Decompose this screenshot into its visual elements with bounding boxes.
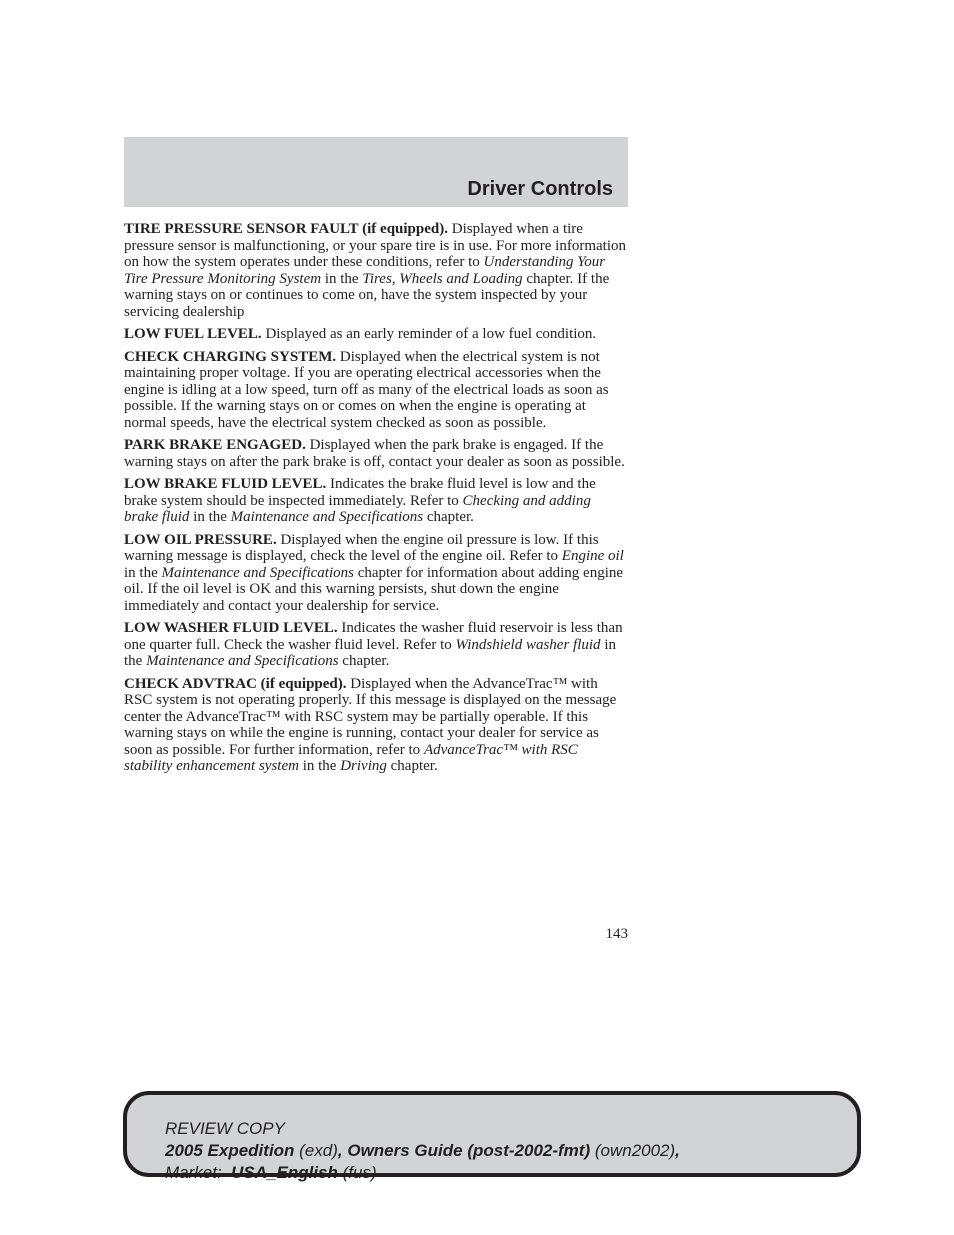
- paragraph-text: chapter.: [423, 509, 474, 525]
- paragraph-check-charging-system: [124, 349, 628, 432]
- paragraph-heading: LOW BRAKE FLUID LEVEL.: [124, 476, 327, 492]
- paragraph-heading: CHECK ADVTRAC (if equipped).: [124, 675, 347, 692]
- paragraph-text: Displayed when the AdvanceTrac™ with RSC system is not operating properly. If this message is displayed on the message center the AdvanceTrac™ with RSC system may be partially operable. If this warning stays on while the engine is running, contact your dealer for service as soon as possible. For further information, refer to: [124, 675, 617, 758]
- paragraph-heading: CHECK CHARGING SYSTEM.: [124, 348, 337, 365]
- paragraph-text: Displayed as an early reminder of a low fuel condition.: [261, 326, 597, 342]
- footer-publication-line: [165, 1140, 680, 1162]
- warning-message-list: [124, 221, 628, 781]
- cross-reference: Driving: [340, 758, 387, 774]
- footer-model-code: (exd): [299, 1141, 338, 1160]
- cross-reference: Maintenance and Specifications: [161, 564, 354, 581]
- paragraph-text: Displayed when the electrical system is not maintaining proper voltage. If you are operating electrical accessories when the engine is idling at a low speed, turn off as many of the electrical loads as soon as possible. If the warning stays on or comes on when the engine is operating at normal speeds, have the electrical system checked as soon as possible.: [124, 348, 609, 431]
- paragraph-heading: PARK BRAKE ENGAGED.: [124, 437, 306, 453]
- paragraph-low-fuel-level: [124, 326, 628, 343]
- paragraph-text: in the: [321, 270, 363, 287]
- paragraph-text: Displayed when a tire pressure sensor is malfunctioning, or your spare tire is in use. For more information on how the system operates under these conditions, refer to: [124, 221, 626, 270]
- paragraph-text: in the: [124, 564, 162, 581]
- paragraph-low-brake-fluid-level: [124, 476, 628, 526]
- paragraph-park-brake-engaged: [124, 437, 628, 470]
- page-number: 143: [605, 926, 628, 942]
- footer-market-code: (fus): [342, 1163, 377, 1182]
- paragraph-text: chapter.: [386, 758, 438, 774]
- paragraph-heading: TIRE PRESSURE SENSOR FAULT (if equipped).: [124, 221, 448, 237]
- footer-review-copy: REVIEW COPY: [165, 1119, 285, 1138]
- paragraph-heading: LOW WASHER FLUID LEVEL.: [124, 620, 338, 636]
- paragraph-text: chapter.: [338, 653, 390, 669]
- paragraph-low-oil-pressure: [124, 532, 628, 615]
- paragraph-text: Indicates the washer fluid reservoir is less than one quarter full. Check the washer fluid level. Refer to: [124, 620, 623, 653]
- cross-reference: Maintenance and Specifications: [146, 653, 339, 669]
- cross-reference: AdvanceTrac™ with RSC stability enhancement system: [124, 741, 578, 774]
- footer-guide-code: (own2002): [594, 1141, 676, 1160]
- paragraph-check-advtrac: [124, 676, 628, 775]
- paragraph-text: Indicates the brake fluid level is low and the brake system should be inspected immediately. Refer to: [124, 476, 596, 509]
- paragraph-text: in the: [298, 758, 341, 774]
- review-copy-footer: [123, 1091, 861, 1182]
- cross-reference: Tires, Wheels and Loading: [362, 270, 523, 287]
- section-title: Driver Controls: [467, 178, 613, 200]
- paragraph-text: chapter for information about adding engine oil. If the oil level is OK and this warning persists, shut down the engine immediately and contact your dealership for service.: [124, 564, 624, 614]
- cross-reference: Engine oil: [561, 548, 624, 564]
- cross-reference: Checking and adding brake fluid: [124, 492, 591, 525]
- paragraph-low-washer-fluid-level: [124, 620, 628, 670]
- section-header-band: [124, 137, 628, 207]
- footer-market-label: Market:: [165, 1163, 222, 1182]
- paragraph-text: in the: [124, 636, 616, 669]
- cross-reference: Windshield washer fluid: [455, 636, 601, 653]
- footer-text: [165, 1118, 680, 1184]
- footer-market-line: [165, 1162, 680, 1184]
- paragraph-text: chapter. If the warning stays on or continues to come on, have the system inspected by your servicing dealership: [124, 270, 610, 320]
- footer-guide: , Owners Guide (post-2002-fmt): [337, 1141, 591, 1160]
- paragraph-text: Displayed when the engine oil pressure is low. If this warning message is displayed, check the level of the engine oil. Refer to: [124, 531, 599, 564]
- cross-reference: Maintenance and Specifications: [230, 509, 424, 525]
- paragraph-text: Displayed when the park brake is engaged. If the warning stays on after the park brake is off, contact your dealer as soon as possible.: [124, 437, 625, 470]
- footer-line-end: ,: [675, 1141, 680, 1160]
- paragraph-text: in the: [189, 509, 231, 525]
- paragraph-tire-pressure-sensor-fault: [124, 221, 628, 320]
- paragraph-heading: LOW OIL PRESSURE.: [124, 531, 277, 548]
- cross-reference: Understanding Your Tire Pressure Monitoring System: [124, 254, 606, 287]
- footer-market: USA_English: [231, 1163, 338, 1182]
- footer-model: 2005 Expedition: [165, 1141, 295, 1160]
- paragraph-heading: LOW FUEL LEVEL.: [124, 326, 262, 342]
